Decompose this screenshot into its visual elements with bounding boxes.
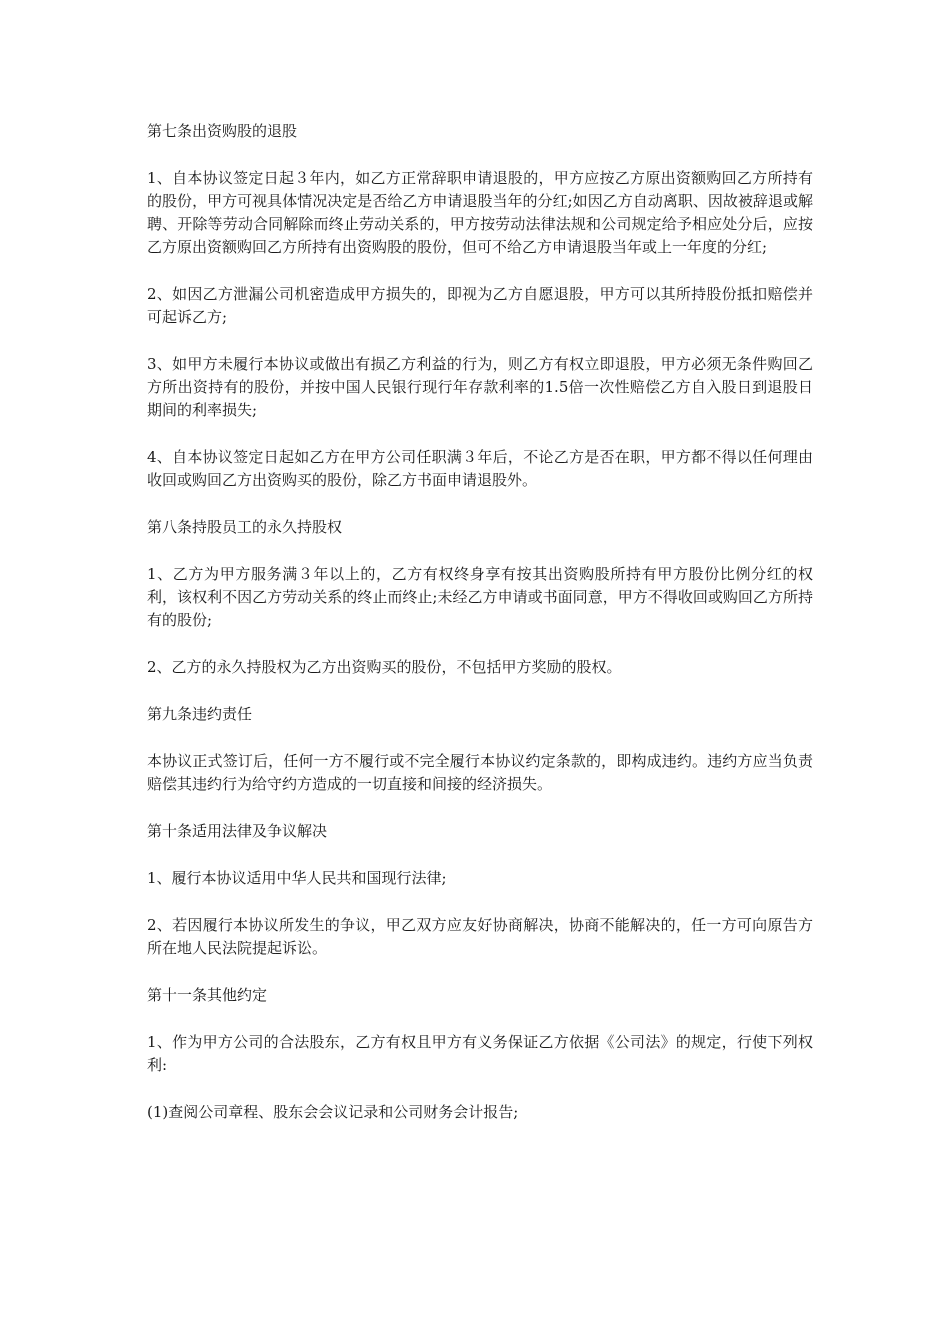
section-heading-10: 第十条适用法律及争议解决 — [147, 822, 328, 840]
section-heading-7: 第七条出资购股的退股 — [147, 122, 298, 140]
paragraph: 2、若因履行本协议所发生的争议，甲乙双方应友好协商解决，协商不能解决的，任一方可向原告方所在地人民法院提起诉讼。 — [147, 916, 813, 957]
paragraph: 3、如甲方未履行本协议或做出有损乙方利益的行为，则乙方有权立即退股，甲方必须无条件购回乙方所出资持有的股份，并按中国人民银行现行年存款利率的1.5倍一次性赔偿乙方自入股日到退股日期间的利率损失; — [147, 355, 813, 419]
paragraph: 2、如因乙方泄漏公司机密造成甲方损失的，即视为乙方自愿退股，甲方可以其所持股份抵扣赔偿并可起诉乙方; — [147, 285, 813, 326]
section-heading-8: 第八条持股员工的永久持股权 — [147, 518, 343, 536]
section-heading-11: 第十一条其他约定 — [147, 986, 268, 1004]
paragraph: 2、乙方的永久持股权为乙方出资购买的股份，不包括甲方奖励的股权。 — [147, 658, 622, 676]
paragraph: 4、自本协议签定日起如乙方在甲方公司任职满３年后，不论乙方是否在职，甲方都不得以任何理由收回或购回乙方出资购买的股份，除乙方书面申请退股外。 — [147, 448, 813, 489]
paragraph: 本协议正式签订后，任何一方不履行或不完全履行本协议约定条款的，即构成违约。违约方应当负责赔偿其违约行为给守约方造成的一切直接和间接的经济损失。 — [147, 752, 813, 793]
paragraph: 1、作为甲方公司的合法股东，乙方有权且甲方有义务保证乙方依据《公司法》的规定，行使下列权利: — [147, 1033, 813, 1074]
paragraph: 1、履行本协议适用中华人民共和国现行法律; — [147, 869, 447, 887]
document-page — [147, 120, 813, 1148]
paragraph: (1)查阅公司章程、股东会会议记录和公司财务会计报告; — [147, 1103, 519, 1121]
section-heading-9: 第九条违约责任 — [147, 705, 253, 723]
paragraph: 1、自本协议签定日起３年内，如乙方正常辞职申请退股的，甲方应按乙方原出资额购回乙方所持有的股份，甲方可视具体情况决定是否给乙方申请退股当年的分红;如因乙方自动离职、因故被辞退或解聘、开除等劳动合同解除而终止劳动关系的，甲方按劳动法律法规和公司规定给予相应处分后，应按乙方原出资额购回乙方所持有出资购股的股份，但可不给乙方申请退股当年或上一年度的分红; — [147, 169, 813, 256]
paragraph: 1、乙方为甲方服务满３年以上的，乙方有权终身享有按其出资购股所持有甲方股份比例分红的权利，该权利不因乙方劳动关系的终止而终止;未经乙方申请或书面同意，甲方不得收回或购回乙方所持有的股份; — [147, 565, 813, 629]
